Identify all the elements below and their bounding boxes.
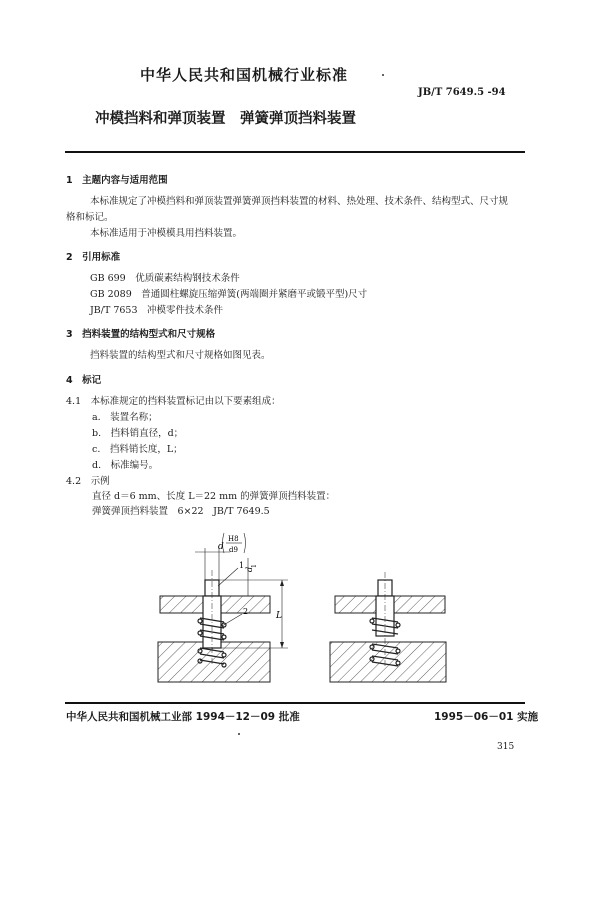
- reference-item: GB 699 优质碳素结构钢技术条件: [90, 273, 240, 284]
- dimension-L: L: [276, 611, 282, 621]
- approval-date: 中华人民共和国机械工业部 1994－12－09 批准: [66, 711, 300, 723]
- effective-date: 1995－06－01 实施: [434, 711, 539, 723]
- ministry-standard-title: 中华人民共和国机械行业标准: [140, 66, 349, 84]
- section-1-para1-line2: 格和标记。: [66, 212, 114, 223]
- right-view: [330, 572, 446, 682]
- fit-lower: d9: [229, 546, 238, 554]
- scan-speck: [382, 74, 384, 76]
- page-number: 315: [497, 742, 515, 752]
- marking-element: b. 挡料销直径，d；: [92, 428, 184, 439]
- lower-die-right: [330, 642, 446, 682]
- dimension-d1: d: [245, 566, 254, 572]
- section-3-heading: 3 挡料装置的结构型式和尺寸规格: [66, 329, 216, 340]
- reference-item: GB 2089 普通圆柱螺旋压缩弹簧(两端圈并紧磨平或锻平型)尺寸: [90, 289, 368, 300]
- section-1-heading: 1 主题内容与适用范围: [66, 175, 168, 186]
- section-4-2: 4.2 示例: [66, 476, 110, 487]
- fit-dimension-d: d: [218, 542, 224, 552]
- scan-speck: [238, 733, 240, 735]
- section-1-para2: 本标准适用于冲模模具用挡料装置。: [90, 228, 243, 239]
- marking-element: a. 装置名称；: [92, 412, 158, 423]
- callout-1: 1: [239, 561, 245, 570]
- section-2-heading: 2 引用标准: [66, 252, 121, 263]
- fit-upper: H8: [228, 535, 239, 543]
- callout-2: 2: [243, 607, 249, 616]
- marking-element: d. 标准编号。: [92, 460, 159, 471]
- left-view: [158, 533, 288, 682]
- header-rule: [65, 151, 525, 153]
- reference-item: JB/T 7653 冲模零件技术条件: [90, 305, 224, 316]
- example-line1: 直径 d＝6 mm、长度 L＝22 mm 的弹簧弹顶挡料装置：: [92, 491, 336, 502]
- marking-element: c. 挡料销长度，L；: [92, 444, 183, 455]
- section-4-heading: 4 标记: [66, 375, 102, 386]
- standard-number: JB/T 7649.5 -94: [418, 87, 506, 98]
- section-4-1: 4.1 本标准规定的挡料装置标记由以下要素组成：: [66, 396, 281, 407]
- section-1-para1-line1: 本标准规定了冲模挡料和弹顶装置弹簧弹顶挡料装置的材料、热处理、技术条件、结构型式、尺寸规: [90, 196, 509, 207]
- section-3-para: 挡料装置的结构型式和尺寸规格如图见表。: [90, 350, 271, 361]
- example-line2: 弹簧弹顶挡料装置 6×22 JB/T 7649.5: [92, 506, 270, 517]
- document-title: 冲模挡料和弹顶装置 弹簧弹顶挡料装置: [95, 111, 356, 127]
- footer-rule: [65, 702, 525, 704]
- dimension-d1-subscript: 1: [251, 564, 258, 568]
- spring-stopper-figure: [150, 530, 460, 690]
